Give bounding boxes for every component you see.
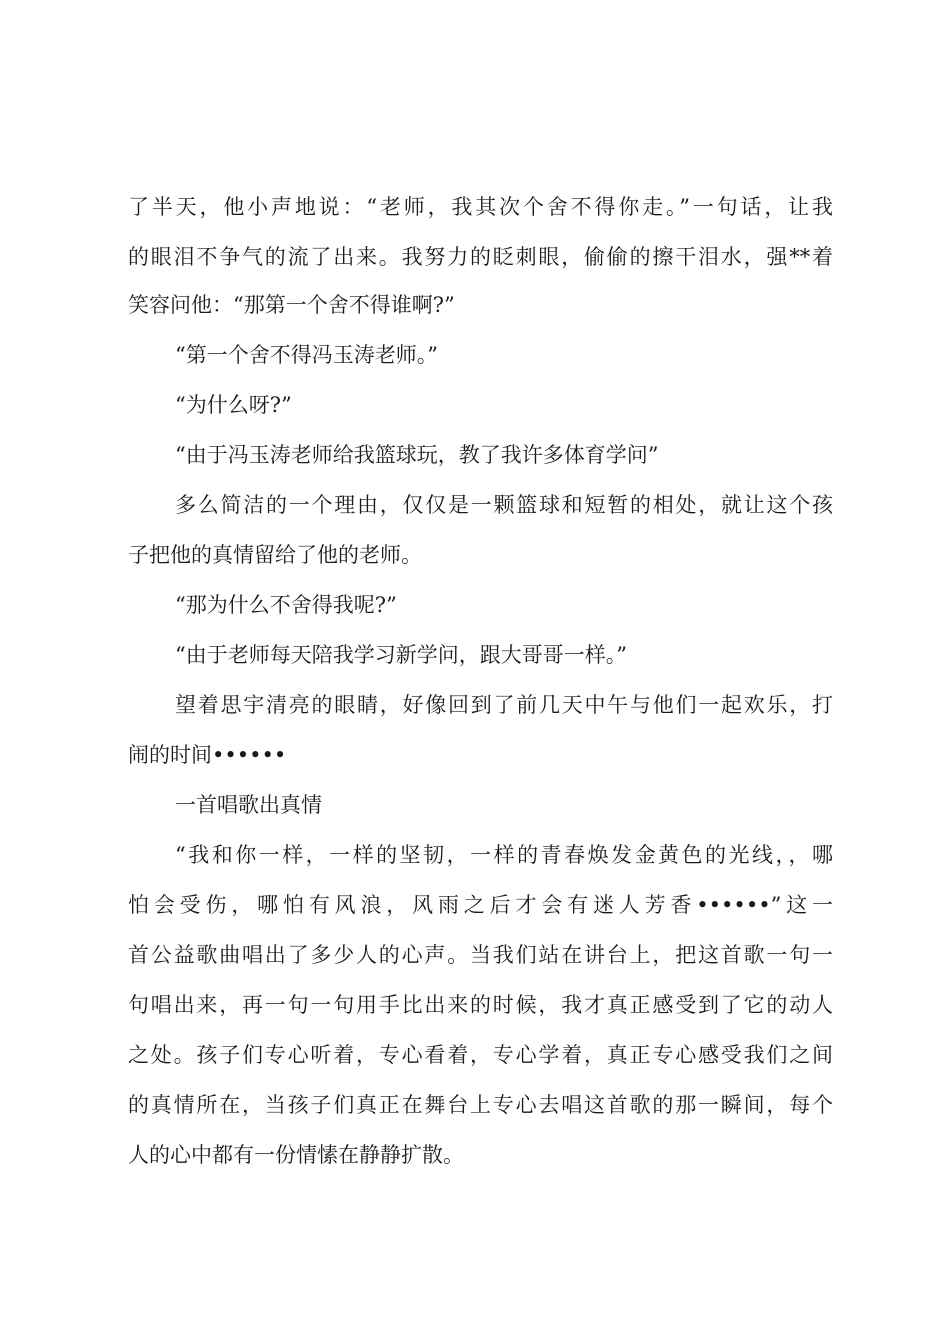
text-line: 人的心中都有一份情愫在静静扩散。 [128, 1143, 464, 1167]
text-line: 的真情所在，当孩子们真正在舞台上专心去唱这首歌的那一瞬间，每个 [128, 1093, 833, 1117]
paragraph-first-line: 望着思宇清亮的眼睛，好像回到了前几天中午与他们一起欢乐，打 [175, 693, 833, 717]
text-line: 句唱出来，再一句一句用手比出来的时候，我才真正感受到了它的动人 [128, 993, 833, 1017]
text-line: 首公益歌曲唱出了多少人的心声。当我们站在讲台上，把这首歌一句一 [128, 943, 833, 967]
text-line: 怕会受伤，哪怕有风浪，风雨之后才会有迷人芳香••••••”这一 [128, 893, 833, 917]
paragraph-first-line: 多么简洁的一个理由，仅仅是一颗篮球和短暂的相处，就让这个孩 [175, 493, 833, 517]
text-line: 了半天，他小声地说：“老师，我其次个舍不得你走。”一句话，让我 [128, 195, 833, 219]
dialogue-line: “由于老师每天陪我学习新学问，跟大哥哥一样。” [175, 643, 627, 667]
section-heading: 一首唱歌出真情 [175, 793, 322, 817]
text-line: 子把他的真情留给了他的老师。 [128, 543, 422, 567]
dialogue-line: “那为什么不舍得我呢?” [175, 593, 397, 617]
text-line: 笑容问他：“那第一个舍不得谁啊?” [128, 293, 455, 317]
paragraph-first-line: “我和你一样，一样的坚韧，一样的青春焕发金黄色的光线，，哪 [175, 843, 833, 867]
text-line: 的眼泪不争气的流了出来。我努力的眨刺眼，偷偷的擦干泪水，强**着 [128, 245, 833, 269]
text-line: 之处。孩子们专心听着，专心看着，专心学着，真正专心感受我们之间 [128, 1043, 833, 1067]
dialogue-line: “由于冯玉涛老师给我篮球玩，教了我许多体育学问” [175, 443, 659, 467]
dialogue-line: “为什么呀?” [175, 393, 292, 417]
text-line: 闹的时间•••••• [128, 743, 287, 767]
dialogue-line: “第一个舍不得冯玉涛老师。” [175, 343, 438, 367]
